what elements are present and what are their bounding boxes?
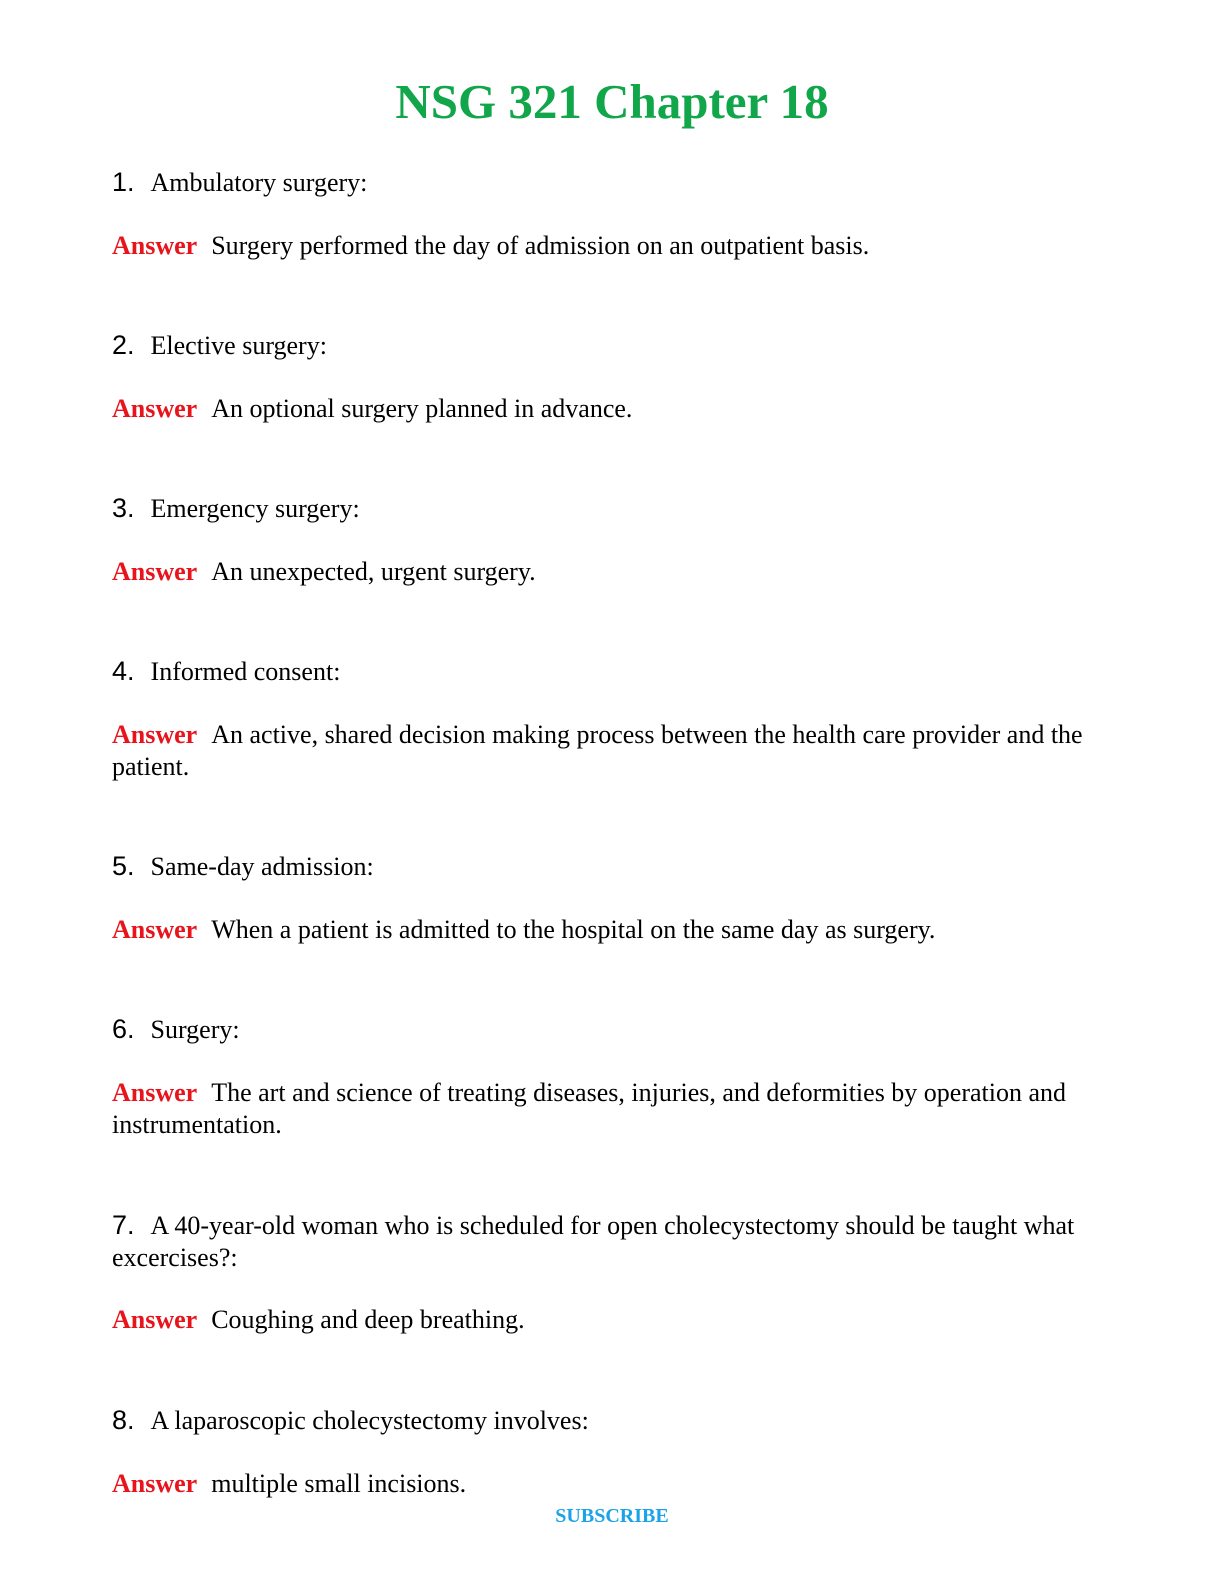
answer-text [112, 1468, 1112, 1500]
question-number: 7. [112, 1210, 135, 1240]
answer-text [112, 914, 1112, 946]
answer-label: Answer [112, 231, 198, 260]
answer-body: Coughing and deep breathing. [211, 1305, 525, 1334]
question-number: 2. [112, 330, 135, 360]
answer-body: The art and science of treating diseases, injuries, and deformities by operation and instrumentation. [112, 1078, 1067, 1139]
answer-body: An unexpected, urgent surgery. [211, 557, 536, 586]
question-item [112, 655, 1112, 781]
question-number: 6. [112, 1014, 135, 1044]
question-number: 3. [112, 493, 135, 523]
answer-label: Answer [112, 394, 198, 423]
question-item [112, 1013, 1112, 1139]
answer-text [112, 230, 1112, 262]
answer-text [112, 556, 1112, 588]
question-item [112, 850, 1112, 944]
question-number: 5. [112, 851, 135, 881]
question-prompt: Informed consent: [150, 657, 341, 686]
question-text [112, 1013, 1112, 1046]
answer-body: Surgery performed the day of admission on an outpatient basis. [211, 231, 870, 260]
question-text [112, 850, 1112, 883]
question-text [112, 166, 1112, 199]
question-prompt: A laparoscopic cholecystectomy involves: [150, 1406, 589, 1435]
answer-text [112, 1077, 1112, 1141]
question-text [112, 329, 1112, 362]
question-prompt: Emergency surgery: [150, 494, 360, 523]
answer-text [112, 393, 1112, 425]
question-item [112, 1209, 1112, 1334]
question-text [112, 655, 1112, 688]
question-text [112, 1404, 1112, 1437]
answer-label: Answer [112, 557, 198, 586]
subscribe-link[interactable]: SUBSCRIBE [555, 1505, 669, 1527]
question-item [112, 166, 1112, 260]
question-prompt: Elective surgery: [150, 331, 327, 360]
answer-body: An active, shared decision making process between the health care provider and the patient. [112, 720, 1083, 781]
answer-label: Answer [112, 1305, 198, 1334]
page-title: NSG 321 Chapter 18 [395, 74, 829, 129]
question-item [112, 1404, 1112, 1498]
question-number: 8. [112, 1405, 135, 1435]
answer-body: When a patient is admitted to the hospital on the same day as surgery. [211, 915, 936, 944]
answer-label: Answer [112, 1078, 198, 1107]
question-number: 1. [112, 167, 135, 197]
answer-body: multiple small incisions. [211, 1469, 467, 1498]
answer-body: An optional surgery planned in advance. [211, 394, 633, 423]
question-prompt: Ambulatory surgery: [150, 168, 368, 197]
question-text [112, 492, 1112, 525]
answer-text [112, 1304, 1112, 1336]
question-item [112, 492, 1112, 586]
question-item [112, 329, 1112, 423]
answer-label: Answer [112, 720, 198, 749]
question-prompt: Same-day admission: [150, 852, 374, 881]
answer-label: Answer [112, 1469, 198, 1498]
answer-text [112, 719, 1112, 783]
question-prompt: Surgery: [150, 1015, 240, 1044]
question-prompt: A 40-year-old woman who is scheduled for open cholecystectomy should be taught what excercises?: [112, 1211, 1075, 1272]
question-text [112, 1209, 1112, 1274]
question-number: 4. [112, 656, 135, 686]
answer-label: Answer [112, 915, 198, 944]
